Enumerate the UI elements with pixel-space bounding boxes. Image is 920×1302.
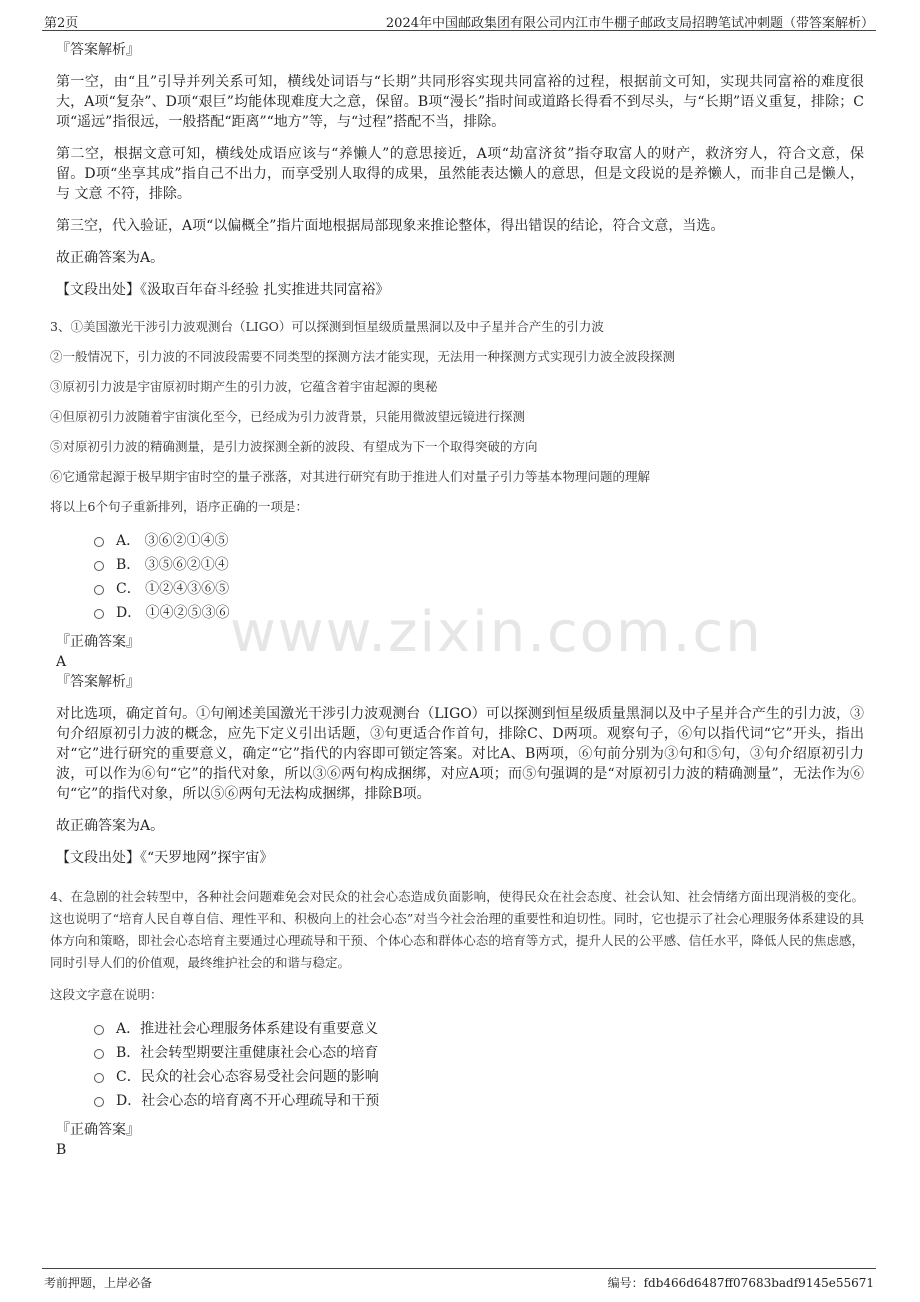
q3-option-a-label: A． ③⑥②①④⑤: [116, 533, 229, 549]
q3-prompt: 将以上6个句子重新排列，语序正确的一项是：: [50, 499, 308, 514]
q3-conclusion: 故正确答案为A。: [56, 818, 165, 834]
radio-icon[interactable]: [94, 609, 104, 619]
q4-option-c[interactable]: [94, 1064, 864, 1088]
q2-analysis-para-1: 第一空，由“且”引导并列关系可知，横线处词语与“长期”共同形容实现共同富裕的过程，根据前文可知，实现共同富裕的难度很大，A项“复杂”、D项“艰巨”均能体现难度大之意，保留。B项“漫长”指时间或道路长得看不到尽头，与“长期”语义重复，排除；C项“遥远”指很远，一般搭配“距离”“地方”等，与“过程”搭配不当，排除。: [56, 74, 864, 130]
q4-option-c-label: C．民众的社会心态容易受社会问题的影响: [116, 1069, 379, 1085]
q3-sentence-6: ⑥它通常起源于极早期宇宙时空的量子涨落，对其进行研究有助于推进人们对量子引力等基本物理问题的理解: [50, 469, 651, 484]
radio-icon[interactable]: [94, 1073, 104, 1083]
radio-icon[interactable]: [94, 537, 104, 547]
q4-option-b[interactable]: [94, 1040, 864, 1064]
q3-sentence-4: ④但原初引力波随着宇宙演化至今，已经成为引力波背景，只能用微波望远镜进行探测: [50, 409, 526, 424]
q4-option-d[interactable]: [94, 1088, 864, 1112]
q3-option-c-label: C． ①②④③⑥⑤: [116, 581, 230, 597]
q2-analysis-tag: 『答案解析』: [56, 42, 140, 58]
q3-sentence-1: 3、①美国激光干涉引力波观测台（LIGO）可以探测到恒星级质量黑洞以及中子星并合产生的引力波: [50, 319, 604, 334]
radio-icon[interactable]: [94, 1097, 104, 1107]
q3-answer-tag: 『正确答案』: [56, 634, 140, 650]
q3-sentence-5: ⑤对原初引力波的精确测量，是引力波探测全新的波段、有望成为下一个取得突破的方向: [50, 439, 538, 454]
radio-icon[interactable]: [94, 561, 104, 571]
q3-option-d[interactable]: [94, 600, 864, 624]
q3-analysis: 对比选项，确定首句。①句阐述美国激光干涉引力波观测台（LIGO）可以探测到恒星级质量黑洞以及中子星并合产生的引力波，③句介绍原初引力波的概念，应先下定义引出话题，③句更适合作首句，排除C、D两项。观察句子，⑥句以指代词“它”开头，指出对“它”进行研究的重要意义，确定“它”指代的内容即可锁定答案。对比A、B两项，⑥句前分别为③句和⑤句，③句介绍原初引力波，可以作为⑥句“它”的指代对象，所以③⑥两句构成捆绑，对应A项；而⑤句强调的是“对原初引力波的精确测量”，无法作为⑥句“它”的指代对象，所以⑤⑥两句无法构成捆绑，排除B项。: [56, 706, 864, 802]
page-header: [0, 0, 920, 30]
q2-analysis-para-2: 第二空，根据文意可知，横线处成语应该与“养懒人”的意思接近，A项“劫富济贫”指夺取富人的财产，救济穷人，符合文意，保留。D项“坐享其成”指自己不出力，而享受别人取得的成果，虽然能表达懒人的意思，但是文段说的是养懒人，而非自己是懒人，与 文意 不符，排除。: [56, 146, 864, 202]
q4-option-a[interactable]: [94, 1016, 864, 1040]
q4-option-b-label: B．社会转型期要注重健康社会心态的培育: [116, 1045, 379, 1061]
footer-slogan: 考前押题，上岸必备: [44, 1276, 153, 1290]
q3-sentence-2: ②一般情况下，引力波的不同波段需要不同类型的探测方法才能实现，无法用一种探测方式实现引力波全波段探测: [50, 349, 676, 364]
footer-doc-id: 编号：fdb466d6487ff07683badf9145e55671: [607, 1276, 874, 1290]
q3-analysis-tag: 『答案解析』: [56, 674, 140, 690]
q3-option-b-label: B． ③⑤⑥②①④: [116, 557, 229, 573]
q4-answer-tag: 『正确答案』: [56, 1122, 140, 1138]
page-footer: [0, 1262, 920, 1302]
q3-option-b[interactable]: [94, 552, 864, 576]
q3-sentence-3: ③原初引力波是宇宙原初时期产生的引力波，它蕴含着宇宙起源的奥秘: [50, 379, 438, 394]
q3-option-a[interactable]: [94, 528, 864, 552]
q4-prompt: 这段文字意在说明：: [50, 987, 163, 1002]
q2-analysis-para-3: 第三空，代入验证，A项“以偏概全”指片面地根据局部现象来推论整体，得出错误的结论，符合文意，当选。: [56, 218, 725, 234]
q4-option-a-label: A．推进社会心理服务体系建设有重要意义: [116, 1021, 379, 1037]
q3-option-c[interactable]: [94, 576, 864, 600]
page-number: 第2页: [44, 16, 79, 31]
q3-source: 【文段出处】《“天罗地网”探宇宙》: [56, 850, 274, 866]
q4-answer: B: [56, 1142, 67, 1158]
q3-answer: A: [56, 654, 67, 670]
q4-passage: 4、在急剧的社会转型中，各种社会问题难免会对民众的社会心态造成负面影响，使得民众在社会态度、社会认知、社会情绪方面出现消极的变化。这也说明了“培育人民自尊自信、理性平和、积极向上的社会心态”对当今社会治理的重要性和迫切性。同时，它也提示了社会心理服务体系建设的具体方向和策略，即社会心态培育主要通过心理疏导和干预、个体心态和群体心态的培育等方式，提升人民的公平感、信任水平，降低人民的焦虑感，同时引导人们的价值观，最终维护社会的和谐与稳定。: [50, 889, 864, 970]
document-title: 2024年中国邮政集团有限公司内江市牛棚子邮政支局招聘笔试冲刺题（带答案解析）: [385, 16, 874, 31]
q3-option-d-label: D． ①④②⑤③⑥: [116, 605, 230, 621]
header-rule: [42, 30, 876, 31]
question-4: [50, 886, 864, 1160]
watermark: www.zixin.com.cn: [230, 600, 763, 665]
page-content: [50, 40, 864, 1160]
radio-icon[interactable]: [94, 1025, 104, 1035]
question-3: [50, 318, 864, 868]
radio-icon[interactable]: [94, 585, 104, 595]
q2-source: 【文段出处】《汲取百年奋斗经验 扎实推进共同富裕》: [56, 282, 390, 298]
q4-option-d-label: D．社会心态的培育离不开心理疏导和干预: [116, 1093, 380, 1109]
radio-icon[interactable]: [94, 1049, 104, 1059]
q2-conclusion: 故正确答案为A。: [56, 250, 165, 266]
footer-rule: [42, 1268, 876, 1269]
